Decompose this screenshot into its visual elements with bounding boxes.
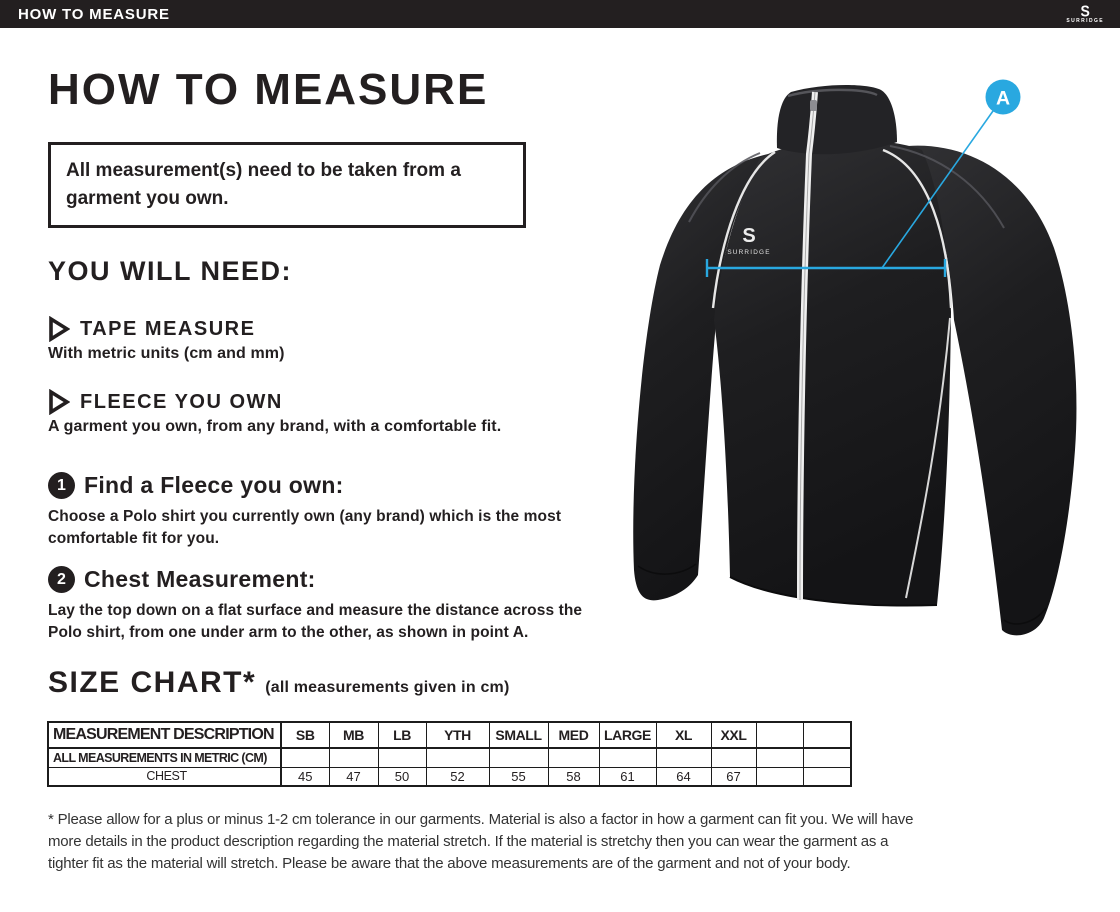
table-row: [48, 767, 851, 786]
table-cell: [756, 748, 803, 767]
need-item-tape-measure: [48, 316, 285, 363]
table-cell: [329, 748, 378, 767]
table-row: [48, 748, 851, 767]
table-cell: 50: [378, 767, 426, 786]
table-cell: 61: [599, 767, 656, 786]
column-header: XL: [656, 722, 711, 748]
surridge-logo-text: SURRIDGE: [1066, 18, 1104, 24]
column-header: [756, 722, 803, 748]
fleece-jacket-figure: [610, 50, 1110, 710]
surridge-logo: [1066, 1, 1110, 24]
table-header-row: [48, 722, 851, 748]
table-cell: [599, 748, 656, 767]
zipper-pull: [810, 100, 817, 111]
need-item-description: With metric units (cm and mm): [48, 345, 285, 362]
table-cell: 67: [711, 767, 756, 786]
table-cell: [426, 748, 489, 767]
garment-logo-text: SURRIDGE: [727, 249, 771, 256]
note-box: All measurement(s) need to be taken from a garment you own.: [48, 142, 526, 228]
need-item-fleece: [48, 389, 501, 436]
title-bar-text: HOW TO MEASURE: [18, 5, 170, 23]
size-chart-subtitle: (all measurements given in cm): [265, 679, 510, 696]
footnote-line: tighter fit as the material will stretch. Please be aware that the above measurements are of the garment and not of your body.: [48, 855, 851, 872]
triangle-bullet-icon: [48, 316, 70, 342]
size-chart-heading: [48, 666, 510, 700]
column-header: LARGE: [599, 722, 656, 748]
page-title: HOW TO MEASURE: [48, 65, 489, 114]
table-cell: 52: [426, 767, 489, 786]
triangle-bullet-icon: [48, 389, 70, 415]
size-chart-title: SIZE CHART*: [48, 666, 257, 699]
you-will-need-heading: YOU WILL NEED:: [48, 256, 293, 286]
table-cell: 47: [329, 767, 378, 786]
footnote-line: * Please allow for a plus or minus 1-2 cm tolerance in our garments. Material is also a factor in how a garment can fit you. We will have: [48, 811, 914, 828]
table-cell: [281, 748, 329, 767]
step-number-badge: 1: [48, 472, 75, 499]
column-header: XXL: [711, 722, 756, 748]
step-1: [48, 472, 608, 550]
step-description: Lay the top down on a flat surface and measure the distance across the Polo shirt, from one under arm to the other, as shown in point A.: [48, 602, 583, 641]
tolerance-footnote: [48, 809, 1108, 875]
table-cell: [378, 748, 426, 767]
row-label: ALL MEASUREMENTS IN METRIC (CM): [48, 748, 281, 767]
table-cell: 64: [656, 767, 711, 786]
need-item-description: A garment you own, from any brand, with a comfortable fit.: [48, 418, 502, 435]
table-cell: 58: [548, 767, 599, 786]
table-cell: [656, 748, 711, 767]
garment-logo-s: S: [742, 225, 756, 247]
title-bar: [0, 0, 1120, 28]
table-cell: [711, 748, 756, 767]
step-2: [48, 566, 608, 644]
point-a-label: A: [995, 87, 1011, 110]
step-title: Find a Fleece you own:: [84, 472, 344, 498]
column-header: MED: [548, 722, 599, 748]
footnote-line: more details in the product description regarding the material stretch. If the material is stretchy then you can wear the garment as a: [48, 833, 889, 850]
step-number-badge: 2: [48, 566, 75, 593]
table-cell: [756, 767, 803, 786]
row-label: CHEST: [48, 767, 281, 786]
size-chart-table: [47, 721, 852, 787]
jacket-torso: [714, 140, 951, 605]
table-cell: [489, 748, 548, 767]
table-cell: 45: [281, 767, 329, 786]
surridge-s-icon: S: [1080, 1, 1090, 21]
table-cell: 55: [489, 767, 548, 786]
need-item-label: FLEECE YOU OWN: [80, 390, 283, 413]
column-header: LB: [378, 722, 426, 748]
step-description: Choose a Polo shirt you currently own (any brand) which is the most comfortable fit for you.: [48, 508, 562, 547]
column-header: MB: [329, 722, 378, 748]
table-cell: [803, 748, 851, 767]
page-body: [0, 28, 1120, 912]
step-title: Chest Measurement:: [84, 566, 316, 592]
column-header: MEASUREMENT DESCRIPTION: [48, 722, 281, 748]
table-cell: [548, 748, 599, 767]
column-header: YTH: [426, 722, 489, 748]
need-item-label: TAPE MEASURE: [80, 317, 256, 340]
table-cell: [803, 767, 851, 786]
column-header: [803, 722, 851, 748]
column-header: SMALL: [489, 722, 548, 748]
column-header: SB: [281, 722, 329, 748]
fleece-jacket-image: [610, 50, 1110, 710]
